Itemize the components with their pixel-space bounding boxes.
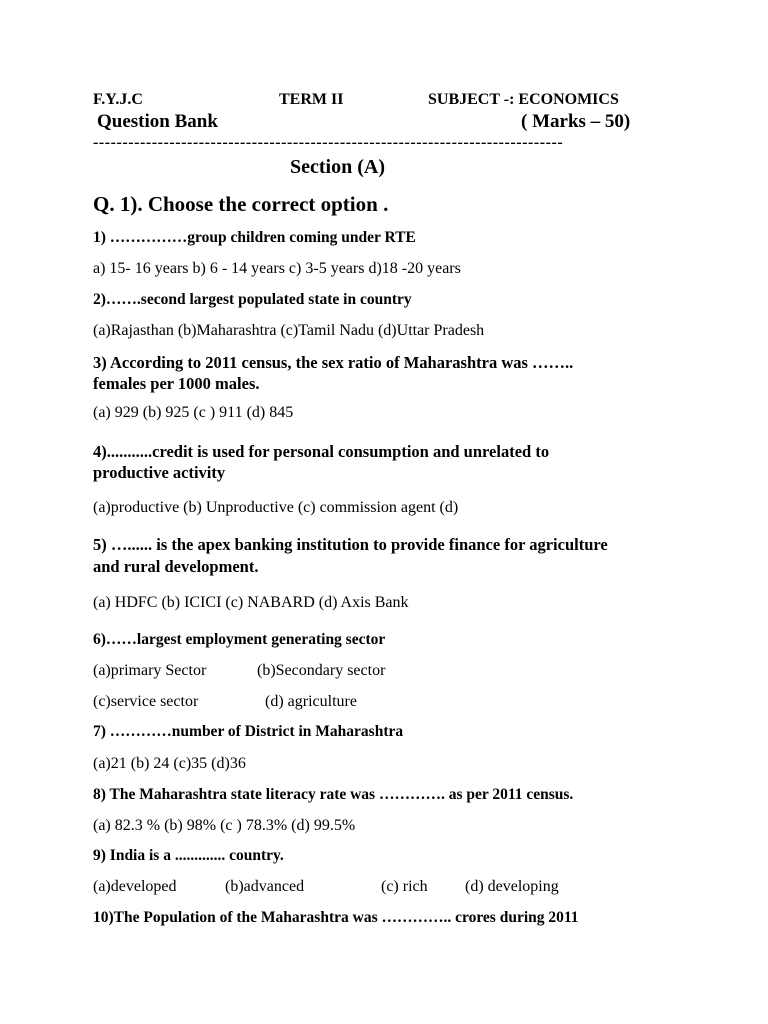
option-9c: (c) rich (381, 878, 428, 895)
marks-label: ( Marks – 50) (521, 111, 631, 132)
options-3: (a) 929 (b) 925 (c ) 911 (d) 845 (93, 404, 294, 421)
question-5: 5) …...... is the apex banking institution to provide finance for agriculture (93, 535, 608, 554)
option-6b: (b)Secondary sector (257, 662, 386, 679)
options-7: (a)21 (b) 24 (c)35 (d)36 (93, 755, 246, 772)
subject-label: SUBJECT -: ECONOMICS (428, 91, 619, 108)
question-3-cont: females per 1000 males. (93, 374, 260, 393)
question-1: 1) ……………group children coming under RTE (93, 229, 416, 246)
option-6d: (d) agriculture (265, 693, 357, 710)
option-6c: (c)service sector (93, 693, 199, 710)
question-6: 6)……largest employment generating sector (93, 631, 386, 648)
class-label: F.Y.J.C (93, 91, 143, 108)
header-divider: -------------------------------------------------------------------------------- (93, 134, 564, 151)
options-4: (a)productive (b) Unproductive (c) commission agent (d) (93, 499, 459, 516)
page-title: Question Bank (97, 111, 218, 132)
question-8: 8) The Maharashtra state literacy rate was …………. as per 2011 census. (93, 786, 574, 803)
option-6a: (a)primary Sector (93, 662, 207, 679)
section-title: Section (A) (290, 156, 385, 178)
question-4: 4)...........credit is used for personal consumption and unrelated to (93, 442, 550, 461)
option-9a: (a)developed (93, 878, 177, 895)
option-9b: (b)advanced (225, 878, 305, 895)
question-3: 3) According to 2011 census, the sex ratio of Maharashtra was …….. (93, 353, 574, 372)
question-10: 10)The Population of the Maharashtra was ………….. crores during 2011 (93, 909, 579, 926)
options-5: (a) HDFC (b) ICICI (c) NABARD (d) Axis Bank (93, 594, 409, 611)
options-2: (a)Rajasthan (b)Maharashtra (c)Tamil Nadu (d)Uttar Pradesh (93, 322, 485, 339)
options-1: a) 15- 16 years b) 6 - 14 years c) 3-5 years d)18 -20 years (93, 260, 461, 277)
question-7: 7) …………number of District in Maharashtra (93, 723, 404, 740)
question-2: 2)…….second largest populated state in country (93, 291, 412, 308)
option-9d: (d) developing (465, 878, 559, 895)
question-9: 9) India is a ............. country. (93, 847, 284, 864)
term-label: TERM II (279, 91, 344, 108)
question-5-cont: and rural development. (93, 557, 259, 576)
question-heading: Q. 1). Choose the correct option . (93, 192, 389, 216)
question-4-cont: productive activity (93, 463, 226, 482)
options-8: (a) 82.3 % (b) 98% (c ) 78.3% (d) 99.5% (93, 817, 356, 834)
